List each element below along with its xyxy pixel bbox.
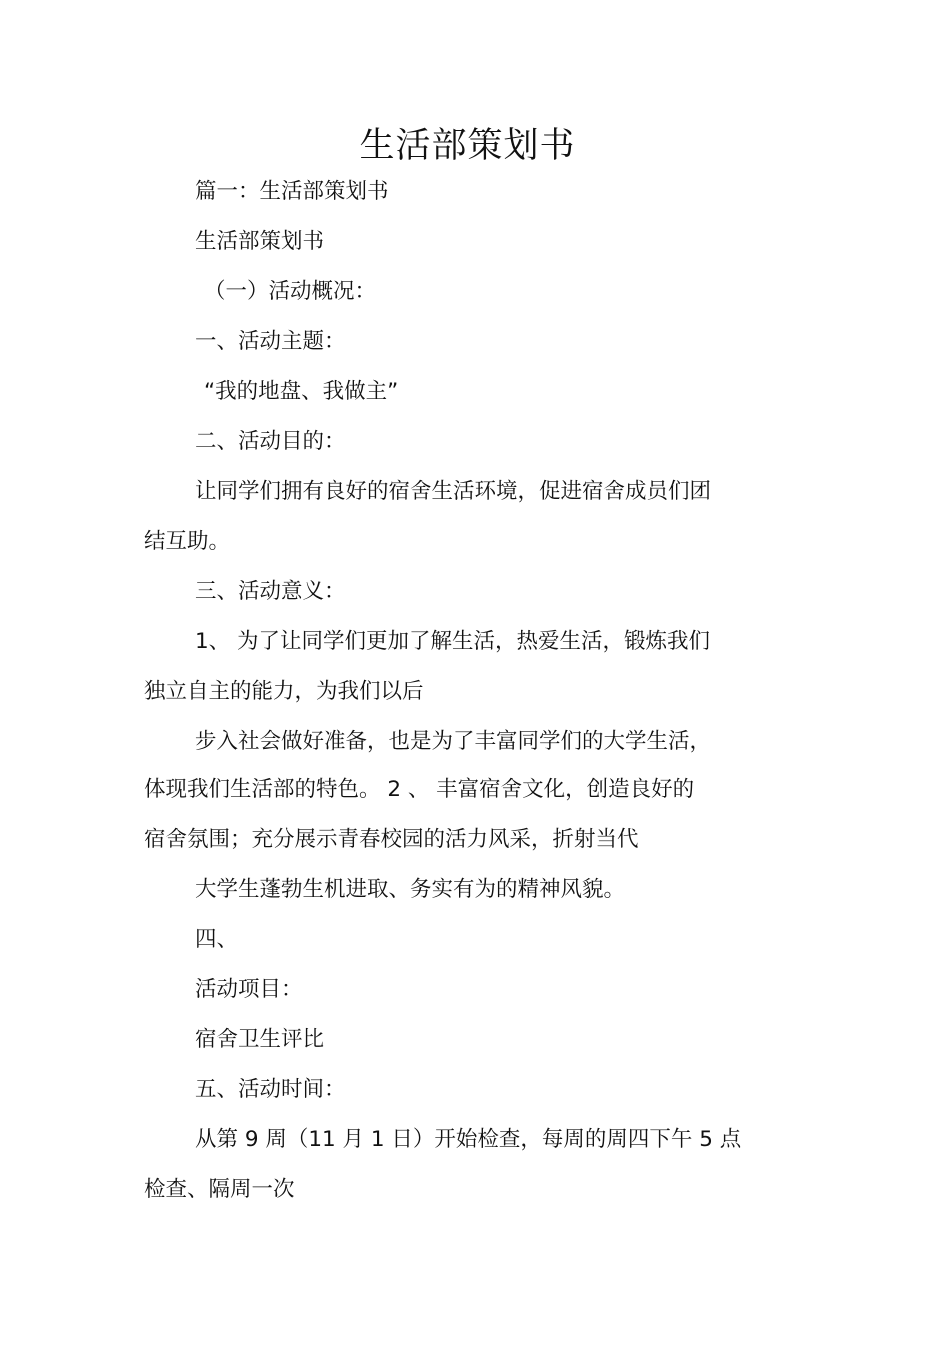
paragraph-line: 结互助。	[144, 529, 231, 554]
heading: 活动项目：	[195, 977, 303, 1002]
paragraph-line: 独立自主的能力，为我们以后	[144, 679, 424, 704]
paragraph-line: 1、 为了让同学们更加了解生活，热爱生活，锻炼我们	[195, 629, 711, 654]
subtitle: 生活部策划书	[195, 229, 325, 254]
heading: 四、	[195, 927, 239, 952]
paragraph-line: 步入社会做好准备，也是为了丰富同学们的大学生活，	[195, 729, 712, 754]
document-title: 生活部策划书	[359, 126, 576, 166]
section-heading: 篇一：生活部策划书	[195, 179, 389, 204]
paragraph-line: 大学生蓬勃生机进取、务实有为的精神风貌。	[195, 877, 626, 902]
paragraph-line: 让同学们拥有良好的宿舍生活环境，促进宿舍成员们团	[195, 479, 712, 504]
paragraph-line: 体现我们生活部的特色。 2 、 丰富宿舍文化，创造良好的	[144, 777, 695, 802]
heading: （一）活动概况：	[204, 279, 377, 304]
heading: 一、活动主题：	[195, 329, 346, 354]
heading: 五、活动时间：	[195, 1077, 346, 1102]
paragraph-line: 宿舍氛围；充分展示青春校园的活力风采，折射当代	[144, 827, 639, 852]
heading: 三、活动意义：	[195, 579, 346, 604]
theme-text: “我的地盘、我做主”	[204, 379, 399, 404]
paragraph-line: 检查、隔周一次	[144, 1177, 295, 1202]
heading: 二、活动目的：	[195, 429, 346, 454]
paragraph-line: 从第 9 周（11 月 1 日）开始检查，每周的周四下午 5 点	[195, 1127, 742, 1152]
paragraph-line: 宿舍卫生评比	[195, 1027, 325, 1052]
